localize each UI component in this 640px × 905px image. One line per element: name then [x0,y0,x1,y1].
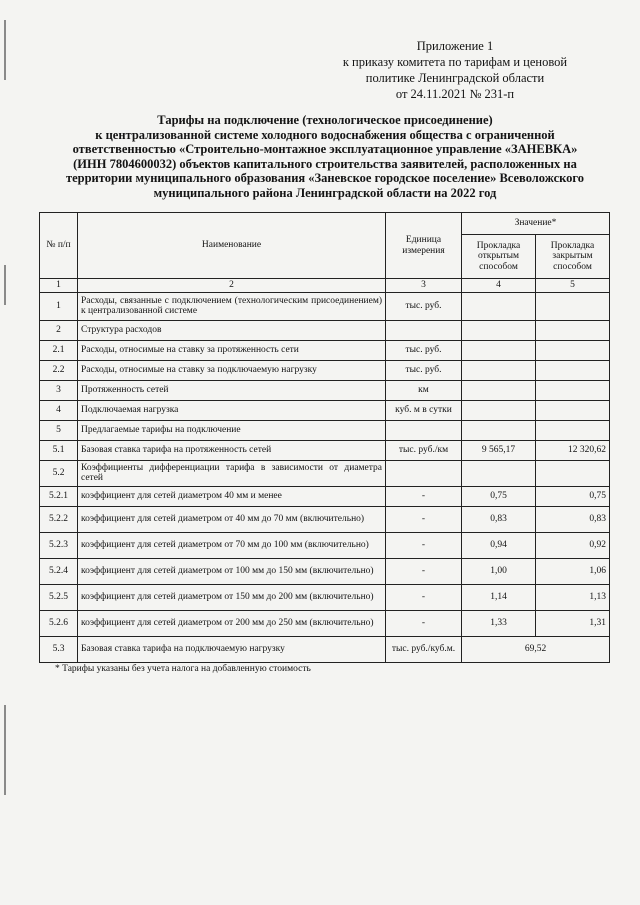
row-unit: тыс. руб. [386,340,462,360]
row-num: 5.2.3 [40,532,78,558]
footnote: * Тарифы указаны без учета налога на добавленную стоимость [55,664,311,674]
title-line: (ИНН 7804600032) объектов капитального строительства заявителей, расположенных на [73,156,577,171]
row-closed: 12 320,62 [536,440,610,460]
row-num: 5.2.6 [40,610,78,636]
col-number: 3 [386,279,462,293]
row-name: коэффициент для сетей диаметром от 200 мм до 250 мм (включительно) [78,610,386,636]
row-name: коэффициент для сетей диаметром от 100 мм до 150 мм (включительно) [78,558,386,584]
row-name: коэффициент для сетей диаметром 40 мм и менее [78,486,386,506]
row-num: 5.1 [40,440,78,460]
row-name: Расходы, связанные с подключением (технологическим присоединением) к централизованной системе [78,292,386,320]
table-row [40,320,610,340]
row-closed [536,380,610,400]
tariff-table [39,212,610,663]
row-open [462,380,536,400]
appendix-header [330,38,580,102]
table-row [40,292,610,320]
row-open: 1,00 [462,558,536,584]
row-name: Базовая ставка тарифа на протяженность сетей [78,440,386,460]
title-line: Тарифы на подключение (технологическое присоединение) [157,113,493,127]
title-line: к централизованной системе холодного водоснабжения общества с ограниченной [95,127,555,142]
header-num: № п/п [40,213,78,279]
row-closed [536,400,610,420]
appendix-line: Приложение 1 [416,39,494,53]
row-open [462,292,536,320]
row-num: 5.2.5 [40,584,78,610]
table-row [40,532,610,558]
row-unit: - [386,584,462,610]
table-row [40,610,610,636]
row-open [462,420,536,440]
row-unit: тыс. руб./куб.м. [386,636,462,662]
row-num: 5.2.1 [40,486,78,506]
table-row [40,440,610,460]
row-name: Расходы, относимые на ставку за протяженность сети [78,340,386,360]
row-name: Предлагаемые тарифы на подключение [78,420,386,440]
row-unit: - [386,610,462,636]
row-name: Коэффициенты дифференциации тарифа в зависимости от диаметра сетей [78,460,386,486]
row-num: 3 [40,380,78,400]
title-line: муниципального района Ленинградской области на 2022 год [153,185,497,200]
table-row [40,636,610,662]
row-open: 0,75 [462,486,536,506]
row-closed: 1,13 [536,584,610,610]
row-unit: - [386,506,462,532]
table-row [40,460,610,486]
row-num: 5.3 [40,636,78,662]
appendix-line: политике Ленинградской области [365,71,545,85]
row-num: 5.2 [40,460,78,486]
row-open: 0,83 [462,506,536,532]
col-number: 1 [40,279,78,293]
row-closed: 1,06 [536,558,610,584]
appendix-order-line: от 24.11.2021 № 231-п [395,87,515,101]
row-unit: тыс. руб. [386,292,462,320]
row-name: Базовая ставка тарифа на подключаемую нагрузку [78,636,386,662]
header-closed: Прокладка закрытым способом [536,235,610,279]
row-open: 1,33 [462,610,536,636]
table-row [40,584,610,610]
row-unit [386,460,462,486]
row-closed: 0,92 [536,532,610,558]
row-closed [536,460,610,486]
row-num: 5.2.4 [40,558,78,584]
col-number: 5 [536,279,610,293]
row-unit: куб. м в сутки [386,400,462,420]
header-value: Значение* [462,213,610,235]
row-open [462,340,536,360]
table-row [40,558,610,584]
row-open: 0,94 [462,532,536,558]
row-unit [386,420,462,440]
table-row [40,506,610,532]
row-unit: км [386,380,462,400]
row-open [462,360,536,380]
row-num: 2.1 [40,340,78,360]
row-unit [386,320,462,340]
table-row [40,420,610,440]
title-line: территории муниципального образования «Заневское городское поселение» Всеволожского [65,171,585,185]
row-closed: 0,83 [536,506,610,532]
row-value-merged: 69,52 [462,636,610,662]
header-name: Наименование [78,213,386,279]
row-closed [536,360,610,380]
row-closed [536,292,610,320]
table-row [40,380,610,400]
header-unit: Единица измерения [386,213,462,279]
row-closed: 0,75 [536,486,610,506]
row-num: 1 [40,292,78,320]
row-name: Расходы, относимые на ставку за подключаемую нагрузку [78,360,386,380]
row-open [462,400,536,420]
row-name: коэффициент для сетей диаметром от 40 мм до 70 мм (включительно) [78,506,386,532]
row-unit: тыс. руб. [386,360,462,380]
table-row [40,400,610,420]
appendix-line: к приказу комитета по тарифам и ценовой [342,55,568,69]
col-number: 4 [462,279,536,293]
table-row [40,340,610,360]
scan-edge-mark [4,705,6,795]
row-num: 4 [40,400,78,420]
row-closed [536,340,610,360]
row-open: 9 565,17 [462,440,536,460]
title-line: ответственностью «Строительно-монтажное эксплуатационное управление «ЗАНЕВКА» [72,142,578,156]
scan-edge-mark [4,265,6,305]
row-name: коэффициент для сетей диаметром от 150 мм до 200 мм (включительно) [78,584,386,610]
row-name: Подключаемая нагрузка [78,400,386,420]
row-unit: - [386,558,462,584]
row-closed [536,420,610,440]
table-row [40,486,610,506]
document-title [40,113,610,200]
row-num: 5 [40,420,78,440]
header-open: Прокладка открытым способом [462,235,536,279]
row-open [462,460,536,486]
row-name: Протяженность сетей [78,380,386,400]
row-open [462,320,536,340]
row-unit: тыс. руб./км [386,440,462,460]
scan-edge-mark [4,20,6,80]
row-closed: 1,31 [536,610,610,636]
row-num: 5.2.2 [40,506,78,532]
row-unit: - [386,532,462,558]
table-row [40,360,610,380]
row-num: 2.2 [40,360,78,380]
row-closed [536,320,610,340]
col-number: 2 [78,279,386,293]
row-num: 2 [40,320,78,340]
row-name: Структура расходов [78,320,386,340]
row-name: коэффициент для сетей диаметром от 70 мм до 100 мм (включительно) [78,532,386,558]
row-unit: - [386,486,462,506]
row-open: 1,14 [462,584,536,610]
